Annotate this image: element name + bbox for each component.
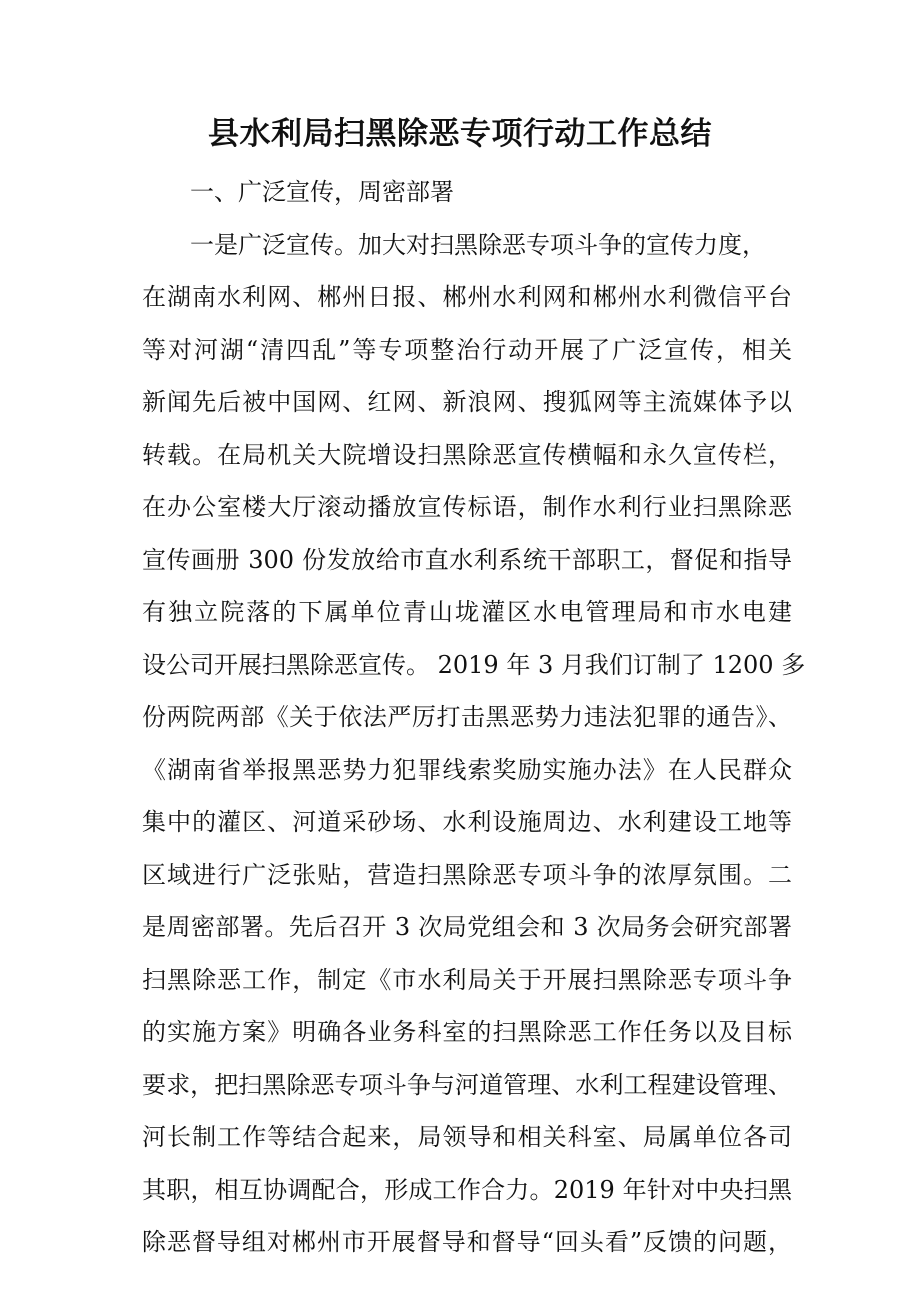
paragraph-line: 要求，把扫黑除恶专项斗争与河道管理、水利工程建设管理、 <box>142 1070 792 1099</box>
paragraph-line: 份两院两部《关于依法严厉打击黑恶势力违法犯罪的通告》、 <box>142 703 792 731</box>
paragraph-line: 等对河湖“清四乱”等专项整治行动开展了广泛宣传，相关 <box>142 335 792 364</box>
paragraph-line: 的实施方案》明确各业务科室的扫黑除恶工作任务以及目标 <box>142 1018 792 1046</box>
document-body <box>142 166 806 1269</box>
paragraph-line: 河长制工作等结合起来，局领导和相关科室、局属单位各司 <box>142 1123 792 1151</box>
paragraph-line: 区域进行广泛张贴，营造扫黑除恶专项斗争的浓厚氛围。二 <box>142 860 792 889</box>
paragraph-line: 是周密部署。先后召开 3 次局党组会和 3 次局务会研究部署 <box>142 913 792 941</box>
paragraph-line: 转载。在局机关大院增设扫黑除恶宣传横幅和永久宣传栏， <box>142 440 792 469</box>
document-title: 县水利局扫黑除恶专项行动工作总结 <box>208 116 712 152</box>
paragraph-line: 《湖南省举报黑恶势力犯罪线索奖励实施办法》在人民群众 <box>142 755 792 784</box>
paragraph-line: 新闻先后被中国网、红网、新浪网、搜狐网等主流媒体予以 <box>142 388 792 416</box>
paragraph-line: 在办公室楼大厅滚动播放宣传标语，制作水利行业扫黑除恶 <box>142 493 792 521</box>
paragraph-line: 扫黑除恶工作，制定《市水利局关于开展扫黑除恶专项斗争 <box>142 965 792 994</box>
paragraph-line: 除恶督导组对郴州市开展督导和督导“回头看”反馈的问题， <box>142 1228 792 1256</box>
paragraph-line: 一是广泛宣传。加大对扫黑除恶专项斗争的宣传力度， <box>190 230 766 259</box>
paragraph-line: 设公司开展扫黑除恶宣传。 2019 年 3 月我们订制了 1200 多 <box>142 650 806 679</box>
paragraph-line: 有独立院落的下属单位青山垅灌区水电管理局和市水电建 <box>142 598 792 626</box>
section-heading: 一、广泛宣传，周密部署 <box>190 178 454 206</box>
paragraph-line: 宣传画册 300 份发放给市直水利系统干部职工，督促和指导 <box>142 545 792 574</box>
paragraph-line: 在湖南水利网、郴州日报、郴州水利网和郴州水利微信平台 <box>142 283 792 311</box>
paragraph-line: 其职，相互协调配合，形成工作合力。2019 年针对中央扫黑 <box>142 1175 792 1204</box>
paragraph-line: 集中的灌区、河道采砂场、水利设施周边、水利建设工地等 <box>142 808 792 836</box>
